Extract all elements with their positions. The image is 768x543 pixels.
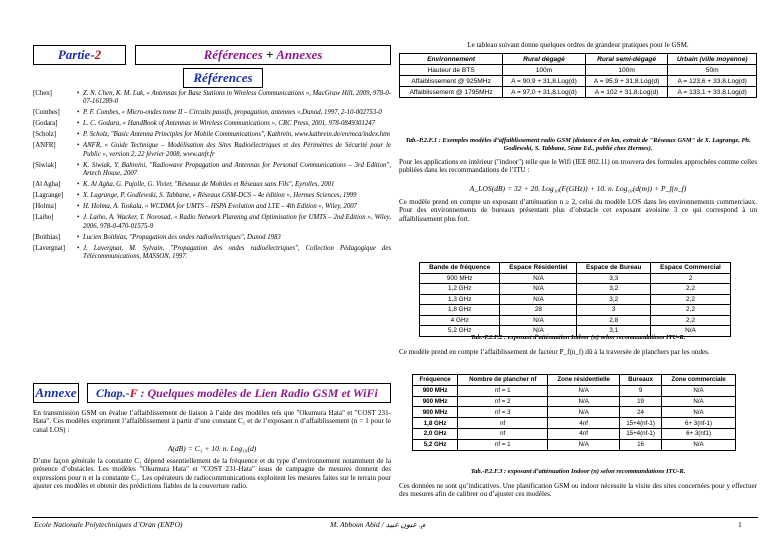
table-row [420, 315, 731, 326]
chapter-title: : Quelques modèles de Lien Radio GSM et WiFi [137, 386, 378, 400]
table-header-cell: Zone résidentielle [548, 375, 620, 386]
table-cell: 3,2 [577, 284, 651, 295]
table-cell: 16 [620, 439, 662, 450]
table-row [413, 407, 736, 418]
bullet-icon: • [77, 203, 80, 211]
table-cell: 3,1 [577, 326, 651, 337]
reference-text: L. C. Godara, « HandBook of Antennas in Wireless Communications », CRC Press, 2001, 978-0849301247 [83, 120, 376, 128]
table-cell: N/A [500, 315, 577, 326]
final-paragraph: Ces données ne sont qu’indicatives. Une planification GSM ou indoor nécessite la visite des sites concernées pour y effectuer des mesures afin de calibrer ou d’ajuster ces modèles. [399, 482, 757, 499]
table-header-cell: Espace Résidentiel [500, 263, 577, 274]
bullet-icon: • [77, 120, 80, 128]
table-row [413, 385, 736, 396]
reference-item [33, 120, 391, 128]
annex-formula: A(dB) = C₁ + 10. n. Log₁₀(d) [167, 444, 257, 453]
table-cell: 4nf [548, 418, 620, 429]
table-cell: nf = 1 [458, 385, 548, 396]
table-cell: N/A [650, 326, 730, 337]
reference-key: [Combes] [33, 109, 60, 117]
table-cell: 3,2 [577, 294, 651, 305]
table-cell: Hauteur de BTS [400, 65, 503, 76]
table-row [413, 439, 736, 450]
reference-key: [ANFR] [33, 142, 56, 150]
table-cell: 6+ 3(nf1) [662, 428, 736, 439]
part-label-prefix: Partie- [57, 47, 95, 62]
bullet-icon: • [77, 244, 80, 252]
section-title-box [135, 45, 391, 65]
table-cell: 2,2 [650, 294, 730, 305]
table-row [420, 305, 731, 316]
table-header-cell: Nombre de plancher nf [458, 375, 548, 386]
table3-caption: Tab.-P.2.F.3 : exposant d’atténuation Indoor (n) selon recommandations ITU-R. [470, 468, 686, 475]
floor-attenuation-table [412, 374, 736, 451]
annex-paragraph-1: En transmission GSM on évalue l’affaiblissement de liaison à l’aide des modèles tels que "Okumura Hata" et "COST 231-Hata". Ces modèles expriment l’affaiblissement à partir d’une constant C₁ et de l’exposant n d’affaiblissement (n = 1 pour le canal LOS) : [33, 409, 391, 434]
table-cell: 900 MHz [413, 407, 458, 418]
indoor-formula: A_LOS(dB) = 32 + 20. Log₁₀(F(GHz)) + 10. n. Log₁₀(d(m)) + P_f(n_f) [469, 184, 687, 193]
table-header-cell: Bureaux [620, 375, 662, 386]
table-cell: N/A [500, 284, 577, 295]
gsm-model-table [399, 53, 757, 98]
reference-item [33, 192, 391, 200]
reference-key: [Laiho] [33, 214, 54, 222]
table-header-row [420, 263, 731, 274]
table-cell: 900 MHz [420, 273, 500, 284]
section-title-annexes: Annexes [276, 47, 323, 62]
indoor-paragraph: Pour les applications en intérieur ("indoor") telle que le Wifi (IEE 802.11) on trouvera des formules approchées comme celles publiées dans les recommandations de l’ITU : [399, 158, 757, 175]
table-cell: N/A [500, 294, 577, 305]
reference-text: P. Scholz, "Basic Antenna Principles for Mobile Communications", Kathrein, www.kathrein.de/en/mca/index.htm [83, 131, 390, 139]
reference-key: [Chen] [33, 90, 52, 97]
table-cell: 2,0 GHz [413, 428, 458, 439]
bullet-icon: • [77, 142, 80, 150]
indoor-exponent-table [419, 262, 731, 337]
table-cell: A = 97,0 + 31,8.Log(d) [503, 87, 586, 98]
reference-item [33, 214, 391, 231]
table-row [420, 294, 731, 305]
table-cell: 1,8 GHz [413, 418, 458, 429]
table-cell: nf [458, 418, 548, 429]
bullet-icon: • [77, 109, 80, 117]
table-cell: 2,8 [577, 315, 651, 326]
table-cell: 100m [585, 65, 668, 76]
reference-item [33, 203, 391, 211]
reference-key: [Siwiak] [33, 161, 57, 169]
table-cell: 1,2 GHz [420, 284, 500, 295]
table-cell: 15+4(nf-1) [620, 418, 662, 429]
bullet-icon: • [77, 161, 80, 169]
reference-text: X. Lagrange, P. Godlewski, S. Tabbane, « Réseaux GSM-DCS – 4e édition », Hermes Sciences, 1999 [83, 192, 357, 200]
table-header-cell: Rural dégagé [503, 54, 586, 65]
section-title-plus: + [262, 47, 277, 62]
table-header-cell: Fréquence [413, 375, 458, 386]
reference-key: [Boithias] [33, 233, 61, 241]
table-cell: 2,2 [650, 315, 730, 326]
table-cell: 5,2 GHz [420, 326, 500, 337]
table-cell: 6+ 3(nf-1) [662, 418, 736, 429]
table-header-cell: Espace Commercial [650, 263, 730, 274]
table-header-row [400, 54, 757, 65]
chapter-title-box [87, 383, 391, 403]
reference-item [33, 234, 391, 242]
reference-item [33, 245, 391, 262]
table-cell: N/A [662, 396, 736, 407]
table-row [400, 76, 757, 87]
reference-text: ANFR, « Guide Technique – Modélisation des Sites Radioélectriques et des Périmètres de Sécurité pour le Public », version 2, 22 février 2008, www.anfr.fr [83, 142, 391, 158]
annex-label: Annexe [33, 383, 79, 403]
part-label-box [33, 45, 126, 65]
model-paragraph: Ce modèle prend en compte un exposant d’atténuation n ≥ 2, celui du modèle LOS dans les environnements commerciaux. Pour des environnements de bureaux présentant plus d’obstacle cet exposant avoisine 3 ce qui correspond à un affaiblissement plus fort. [399, 198, 757, 223]
table-cell: nf = 1 [458, 439, 548, 450]
table-cell: 28 [500, 305, 577, 316]
table-cell: 2 [650, 273, 730, 284]
table-row [400, 65, 757, 76]
reference-text: J. Lavergnat, M. Sylvain, "Propagation des ondes radioélectriques", Collection Pédagogique des Télécommunications, MASSON, 1997. [83, 244, 391, 261]
bullet-icon: • [77, 214, 80, 222]
table-cell: N/A [548, 439, 620, 450]
table-cell: 900 MHz [413, 385, 458, 396]
reference-key: [Scholz] [33, 131, 57, 139]
table-cell: A = 102 + 31,8.Log(d) [585, 87, 668, 98]
table-cell: 15+4(nf-1) [620, 428, 662, 439]
table-cell: Affaiblissement @ 1795MHz [400, 87, 503, 98]
table-cell: 4nf [548, 428, 620, 439]
footer-school: Ecole Nationale Polytechniques d’Oran (ENPO) [34, 520, 183, 529]
table-row [413, 418, 736, 429]
reference-item [33, 142, 391, 159]
table-header-cell: Environnement [400, 54, 503, 65]
table-header-row [413, 375, 736, 386]
bullet-icon: • [77, 181, 80, 189]
reference-text: H. Holma, A. Toskala, « WCDMA for UMTS – HSPA Evolution and LTE – 4th Edition », Wiley, 2007 [83, 203, 358, 211]
table-cell: A = 123,6 + 33,8.Log(d) [668, 76, 757, 87]
table1-intro: Le tableau suivant donne quelques ordres de grandeur pratiques pour le GSM. [467, 41, 689, 49]
table-cell: 1,8 GHz [420, 305, 500, 316]
table-cell: N/A [500, 326, 577, 337]
table-cell: 1,3 GHz [420, 294, 500, 305]
reference-text: K. Siwiak, Y. Bahreini, "Radiowave Propagation and Antennas for Personal Communications – 3rd Edition", Artech House, 2007 [83, 161, 391, 178]
reference-item [33, 162, 391, 179]
table-header-cell: Bande de fréquence [420, 263, 500, 274]
table-cell: nf = 2 [458, 396, 548, 407]
chapter-letter: F [129, 386, 138, 400]
reference-text: Z. N. Chen, K. M. Luk, « Antennas for Base Stations in Wireless Communications », MacGraw Hill, 2009, 978-0-07-161289-0 [83, 90, 391, 106]
table-header-cell: Rural semi-dégagé [585, 54, 668, 65]
table-cell: A = 133,1 + 33,8.Log(d) [668, 87, 757, 98]
reference-key: [Lavergnat] [33, 244, 65, 252]
table-cell: nf [458, 428, 548, 439]
references-list [33, 90, 391, 264]
table-cell: 100m [503, 65, 586, 76]
reference-text: P. F. Combes, « Micro-ondes tome II – Circuits passifs, propagation, antennes »,Dunod, 1997, 2-10-002753-0 [83, 109, 382, 117]
table-cell: 4 GHz [420, 315, 500, 326]
table-cell: N/A [500, 273, 577, 284]
table-cell: N/A [662, 407, 736, 418]
reference-text: J. Laiho, A. Wacker, T. Novosad, « Radio Network Planning and Optimisation for UMTS – 2nd Edition », Wiley, 2006, 978-0-470-01575-9 [83, 214, 391, 230]
reference-text: Lucien Boithias, "Propagation des ondes radioélectriques", Dunod 1983 [83, 233, 281, 241]
table-header-cell: Zone commerciale [662, 375, 736, 386]
table-cell: A = 90,9 + 31,8.Log(d) [503, 76, 586, 87]
table-cell: 24 [620, 407, 662, 418]
table2-caption: Tab.-P.2.F.2 : exposant d’atténuation Indoor (n) selon recommandations ITU-R. [470, 334, 686, 341]
bullet-icon: • [77, 233, 80, 241]
table-cell: 50m [668, 65, 757, 76]
bullet-icon: • [77, 131, 80, 139]
table-cell: N/A [548, 396, 620, 407]
chapter-prefix: Chap.- [96, 386, 130, 400]
reference-key: [Lagrange] [33, 192, 64, 200]
table-cell: N/A [548, 407, 620, 418]
table-cell: 3 [577, 305, 651, 316]
table-cell: 5,2 GHz [413, 439, 458, 450]
table-cell: 2,2 [650, 284, 730, 295]
reference-item [33, 181, 391, 189]
table-row [413, 396, 736, 407]
table-cell: N/A [662, 439, 736, 450]
bullet-icon: • [77, 90, 80, 97]
reference-item [33, 90, 391, 107]
table-cell: Affaiblissement @ 925MHz [400, 76, 503, 87]
table-cell: 3,3 [577, 273, 651, 284]
page-number: 1 [738, 520, 742, 529]
table-row [420, 284, 731, 295]
floor-paragraph: Ce modèle prend en compte l’affaiblissement de facteur P_f(n_f) dû à la traversée de planchers par les ondes. [399, 348, 710, 356]
table-cell: nf = 3 [458, 407, 548, 418]
table-row [400, 87, 757, 98]
table-header-cell: Espace de Bureau [577, 263, 651, 274]
reference-key: [Al Agha] [33, 181, 61, 189]
part-label-num: 2 [94, 47, 102, 62]
footer-divider [32, 517, 758, 518]
table-row [420, 273, 731, 284]
footer-author: M. Abboun Abid / م. عبون عبيد [330, 520, 426, 529]
reference-key: [Holma] [33, 203, 57, 211]
annex-paragraph-2: D’une façon générale la constante C₁ dépend essentiellement de la fréquence et du type d’environnement notamment de la présence d’obstacles. Les modèles "Okumura Hata" et "COST 231-Hata" issus de campagne de mesures donnent des expressions pour n et la constante C₁. Les opérateurs de radiocommunications exploitent les mesures faites sur le terrain pour ajuster ces modèles et obtenir des prédictions fiables de la couverture radio. [33, 457, 391, 491]
reference-key: [Godara] [33, 120, 58, 128]
table-cell: N/A [662, 385, 736, 396]
section-title-references: Références [203, 47, 263, 62]
reference-item [33, 131, 391, 139]
references-subheading: Références [183, 68, 263, 88]
table-header-cell: Urbain (ville moyenne) [668, 54, 757, 65]
table-cell: 2,2 [650, 305, 730, 316]
table-cell: 19 [620, 396, 662, 407]
table-cell: A = 95,9 + 31,8.Log(d) [585, 76, 668, 87]
table-cell: 9 [620, 385, 662, 396]
bullet-icon: • [77, 192, 80, 200]
table-row [413, 428, 736, 439]
table1-caption: Tab.-P.2.F.1 : Exemples modèles d’affaiblissement radio GSM (distance d en km, extrait de "Réseaux GSM" de X. Lagrange, Ph. Godlewski, S. Tabbane, 5ème Ed., publié chez Hermes). [405, 137, 751, 152]
reference-item [33, 109, 391, 117]
reference-text: K. Al Agha, G. Pujolle, G. Vivier, "Réseaux de Mobiles et Réseaux sans Fils", Eyrolles, 2001 [83, 181, 335, 189]
table-cell: N/A [548, 385, 620, 396]
table-cell: 900 MHz [413, 396, 458, 407]
